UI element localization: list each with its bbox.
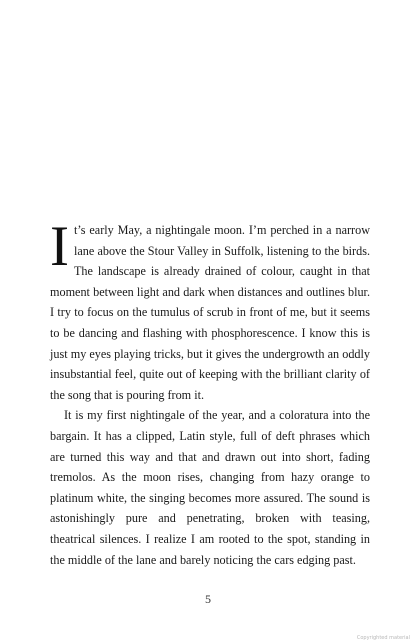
paragraph-2 xyxy=(50,405,370,570)
paragraph-2-text: It is my first nightingale of the year, and a coloratura into the bargain. It has a clipped, Latin style, full of deft phrases which are turned this way and that and drawn out into short, fading tremolos. As the moon rises, changing from hazy orange to platinum white, the singing becomes more assured. The sound is astonishingly pure and penetrating, broken with teasing, theatrical silences. I realize I am rooted to the spot, standing in the middle of the lane and barely noticing the cars edging past. xyxy=(50,408,370,567)
copyright-watermark: Copyrighted material xyxy=(356,635,410,641)
page-number: 5 xyxy=(205,592,211,606)
paragraph-1-text: t’s early May, a nightingale moon. I’m perched in a narrow lane above the Stour Valley in Suffolk, listening to the birds. The landscape is already drained of colour, caught in that moment between light and dark when distances and outlines blur. I try to focus on the tumulus of scrub in front of me, but it seems to be dancing and flashing with phosphorescence. I know this is just my eyes playing tricks, but it gives the undergrowth an oddly insubstantial feel, quite out of keeping with the brilliant clarity of the song that is pouring from it. xyxy=(50,223,370,402)
body-text xyxy=(50,215,370,570)
paragraph-1 xyxy=(50,215,370,405)
drop-cap: I xyxy=(50,215,69,278)
